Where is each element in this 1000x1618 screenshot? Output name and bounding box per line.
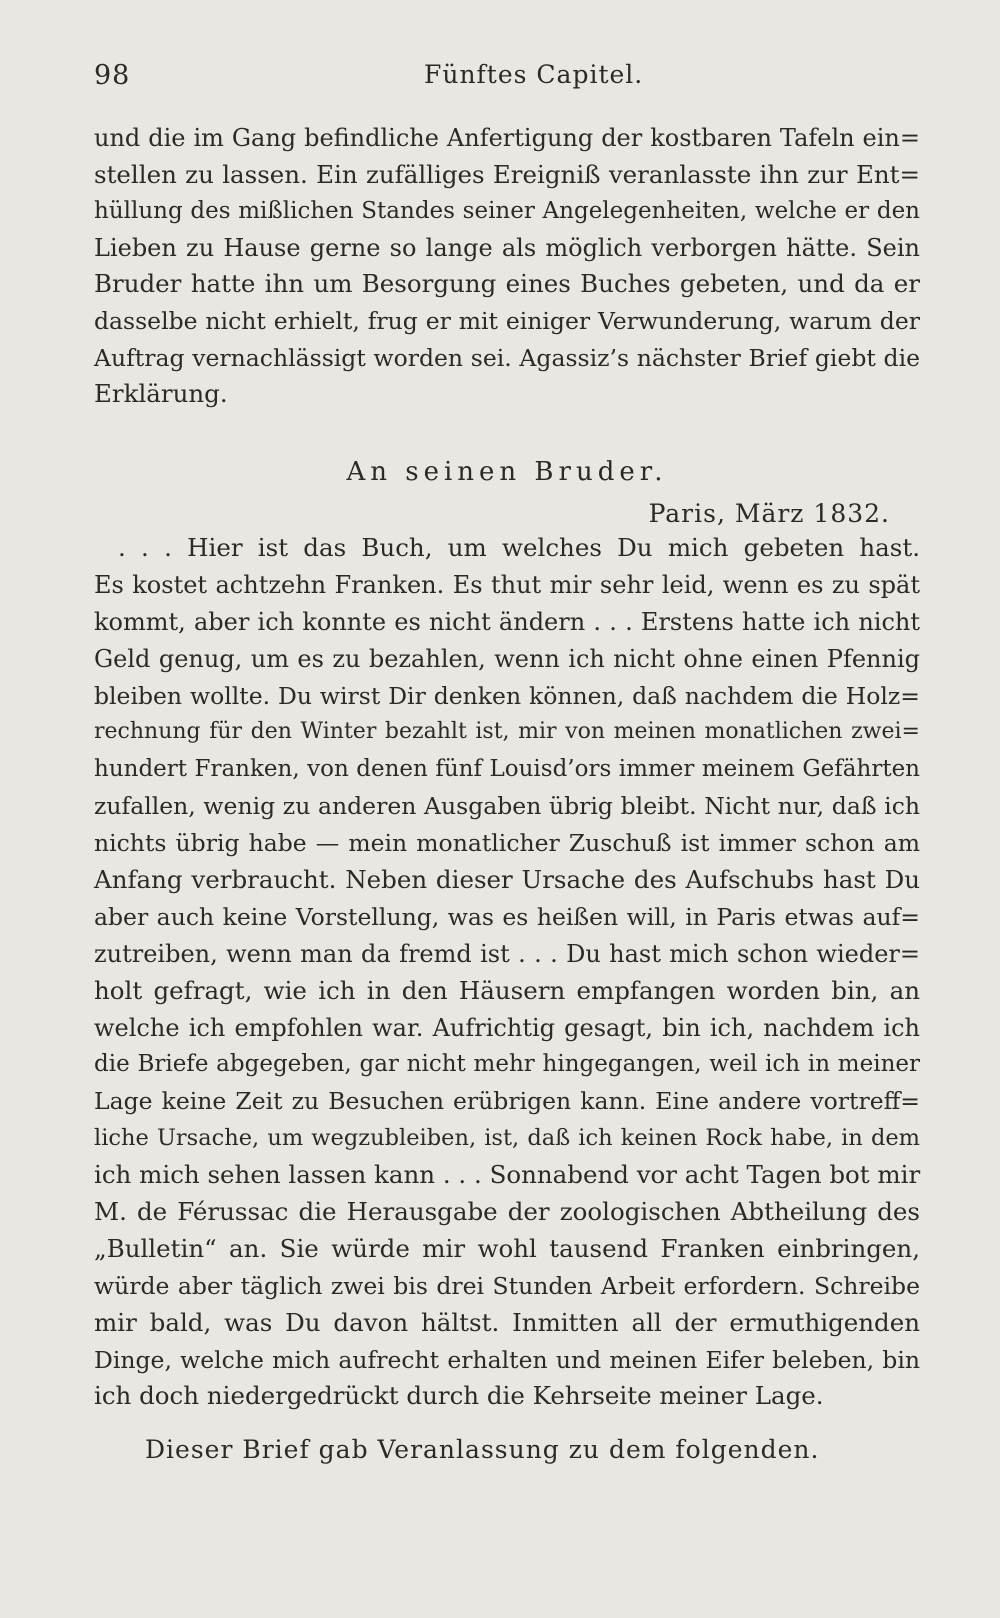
text-line: zufallen, wenig zu anderen Ausgaben übrig bleibt. Nicht nur, daß ich: [94, 792, 920, 821]
text-line: ich doch niedergedrückt durch die Kehrseite meiner Lage.: [94, 1381, 824, 1411]
page-header: [94, 60, 920, 100]
text-line: zutreiben, wenn man da fremd ist . . . Du hast mich schon wieder=: [94, 939, 920, 968]
text-line: M. de Férussac die Herausgabe der zoologischen Abtheilung des: [94, 1197, 920, 1227]
text-line: welche ich empfohlen war. Aufrichtig gesagt, bin ich, nachdem ich: [94, 1013, 920, 1042]
text-line: und die im Gang befindliche Anfertigung der kostbaren Tafeln ein=: [94, 124, 920, 152]
text-line: Erklärung.: [94, 379, 228, 409]
running-head: Fünftes Capitel.: [424, 60, 644, 89]
text-line: Anfang verbraucht. Neben dieser Ursache des Aufschubs hast Du: [94, 865, 920, 895]
text-line: „Bulletin“ an. Sie würde mir wohl tausend Franken einbringen,: [94, 1233, 920, 1263]
text-line: Auftrag vernachlässigt worden sei. Agassiz’s nächster Brief giebt die: [94, 343, 920, 372]
text-line: stellen zu lassen. Ein zufälliges Ereigniß veranlasste ihn zur Ent=: [94, 159, 920, 189]
letter-dateline: Paris, März 1832.: [648, 499, 890, 528]
text-line: hüllung des mißlichen Standes seiner Angelegenheiten, welche er den: [94, 198, 920, 225]
closing-line: Dieser Brief gab Veranlassung zu dem folgenden.: [145, 1435, 820, 1464]
text-line: liche Ursache, um wegzubleiben, ist, daß ich keinen Rock habe, in dem: [94, 1125, 920, 1152]
letter-heading: An seinen Bruder.: [346, 457, 668, 487]
text-line: hundert Franken, von denen fünf Louisd’ors immer meinem Gefährten: [94, 756, 920, 783]
text-line: holt gefragt, wie ich in den Häusern empfangen worden bin, an: [94, 975, 920, 1005]
text-line: Lage keine Zeit zu Besuchen erübrigen kann. Eine andere vortreff=: [94, 1087, 920, 1116]
text-line: rechnung für den Winter bezahlt ist, mir von meinen monatlichen zwei=: [94, 719, 920, 745]
text-line: würde aber täglich zwei bis drei Stunden Arbeit erfordern. Schreibe: [94, 1271, 920, 1300]
text-line: aber auch keine Vorstellung, was es heißen will, in Paris etwas auf=: [94, 902, 920, 931]
page-number: 98: [94, 60, 131, 91]
text-line: dasselbe nicht erhielt, frug er mit einiger Verwunderung, warum der: [94, 306, 920, 335]
text-line: Dinge, welche mich aufrecht erhalten und meinen Eifer beleben, bin: [94, 1345, 920, 1374]
text-line: bleiben wollte. Du wirst Dir denken können, daß nachdem die Holz=: [94, 681, 920, 710]
letter-body: [94, 530, 920, 1415]
text-line: Lieben zu Hause gerne so lange als möglich verborgen hätte. Sein: [94, 233, 920, 262]
text-line: nichts übrig habe — mein monatlicher Zuschuß ist immer schon am: [94, 829, 920, 858]
text-line: Geld genug, um es zu bezahlen, wenn ich nicht ohne einen Pfennig: [94, 644, 920, 673]
text-line: die Briefe abgegeben, gar nicht mehr hingegangen, weil ich in meiner: [94, 1051, 920, 1078]
text-line: Bruder hatte ihn um Besorgung eines Buches gebeten, und da er: [94, 269, 920, 299]
intro-paragraph: [94, 120, 920, 413]
text-line: . . . Hier ist das Buch, um welches Du mich gebeten hast.: [118, 533, 920, 562]
text-line: mir bald, was Du davon hältst. Inmitten all der ermuthigenden: [94, 1307, 920, 1337]
text-line: Es kostet achtzehn Franken. Es thut mir sehr leid, wenn es zu spät: [94, 570, 920, 599]
text-line: ich mich sehen lassen kann . . . Sonnabend vor acht Tagen bot mir: [94, 1160, 921, 1190]
text-line: kommt, aber ich konnte es nicht ändern . . . Erstens hatte ich nicht: [94, 607, 920, 636]
